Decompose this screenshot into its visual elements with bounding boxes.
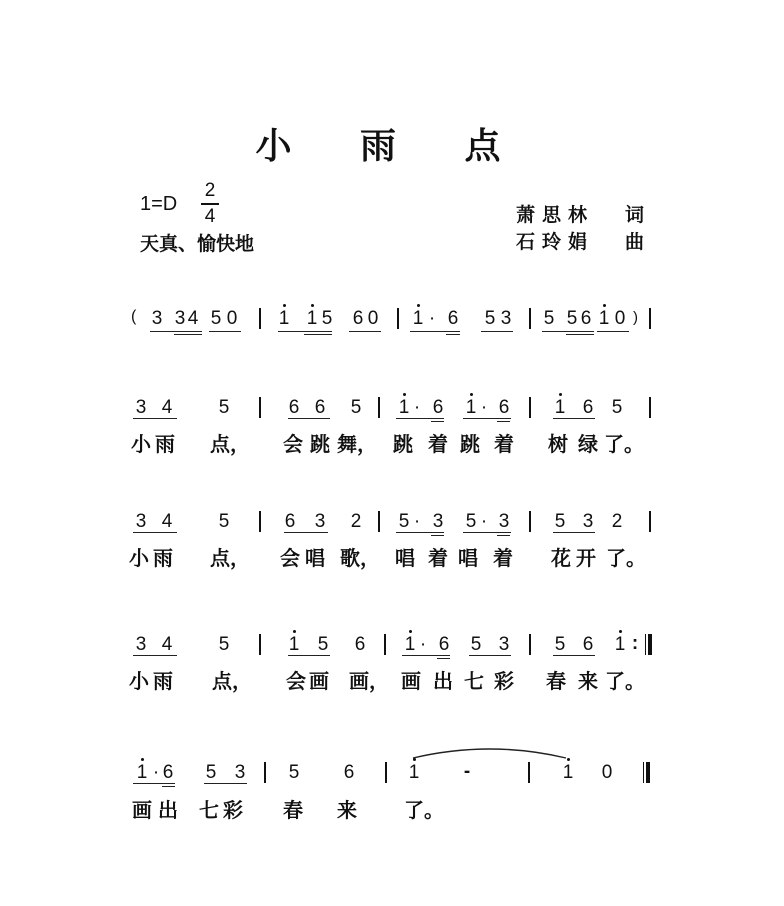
note: 5 xyxy=(218,634,230,655)
lyric: 七彩 xyxy=(199,798,247,822)
augmentation-dot: · xyxy=(413,397,421,418)
note: 6 xyxy=(582,397,594,418)
barline xyxy=(649,511,651,532)
note: 0 xyxy=(226,308,238,329)
beam xyxy=(469,655,511,656)
final-barline-thick xyxy=(646,762,650,783)
lyric: 唱 xyxy=(458,546,478,570)
barline xyxy=(529,308,531,329)
note: 6 xyxy=(284,511,296,532)
beam xyxy=(150,331,202,332)
lyricist-role: 词 xyxy=(625,204,652,226)
lyric: 小雨 xyxy=(129,546,177,570)
note: 2 xyxy=(611,511,623,532)
repeat-barline-thin xyxy=(645,634,646,655)
note: 5 xyxy=(205,762,217,783)
note: 5 xyxy=(218,511,230,532)
time-sig-bottom: 4 xyxy=(204,205,216,227)
note: 5 xyxy=(398,511,410,532)
lyric: 会 xyxy=(286,669,306,693)
note: 5 xyxy=(566,308,578,329)
beam xyxy=(133,655,177,656)
lyric: 唱 xyxy=(395,546,415,570)
lyric: 春 xyxy=(546,669,566,693)
lyric: 跳 xyxy=(393,432,413,456)
note: 0 xyxy=(601,762,613,783)
note: 5 xyxy=(317,634,329,655)
note: 1 xyxy=(136,762,148,783)
beam xyxy=(162,786,175,787)
beam xyxy=(463,532,511,533)
tempo-marking: 天真、愉快地 xyxy=(140,233,255,255)
beam xyxy=(349,331,381,332)
barline xyxy=(397,308,399,329)
lyric: 着 xyxy=(428,432,448,456)
barline xyxy=(529,634,531,655)
barline xyxy=(378,511,380,532)
lyricist-name: 萧思林 xyxy=(516,204,595,226)
beam xyxy=(497,535,510,536)
final-barline-thin xyxy=(643,762,644,783)
note: 6 xyxy=(580,308,592,329)
beam xyxy=(288,655,330,656)
composer-role: 曲 xyxy=(625,231,652,253)
beam xyxy=(133,418,177,419)
lyric: 七 xyxy=(464,669,484,693)
note: 5 xyxy=(465,511,477,532)
beam xyxy=(437,658,450,659)
lyric: 花 xyxy=(551,546,571,570)
dash-extension: - xyxy=(463,761,471,782)
lyric: 画出 xyxy=(132,798,184,822)
note: 5 xyxy=(554,511,566,532)
lyric: 点， xyxy=(210,432,250,456)
note: 5 xyxy=(554,634,566,655)
note: 4 xyxy=(161,511,173,532)
lyric: 着 xyxy=(493,546,513,570)
song-title: 小 雨 点 xyxy=(255,125,529,167)
note: 1 xyxy=(278,308,290,329)
lyric: 着 xyxy=(494,432,514,456)
augmentation-dot: · xyxy=(413,511,421,532)
beam xyxy=(284,532,328,533)
lyric: 来 xyxy=(337,798,357,822)
time-sig-top: 2 xyxy=(204,180,216,201)
close-paren: ) xyxy=(633,309,638,326)
note: 1 xyxy=(404,634,416,655)
note: 3 xyxy=(135,397,147,418)
barline xyxy=(649,308,651,329)
note: 0 xyxy=(614,308,626,329)
beam xyxy=(278,331,332,332)
augmentation-dot: · xyxy=(152,762,160,783)
composer-name: 石玲娟 xyxy=(516,231,595,253)
augmentation-dot: · xyxy=(480,511,488,532)
note: 5 xyxy=(484,308,496,329)
repeat-dots: : xyxy=(631,633,639,654)
lyric: 画 xyxy=(309,669,329,693)
lyric: 点， xyxy=(212,669,252,693)
lyric: 点， xyxy=(210,546,250,570)
open-paren: ( xyxy=(131,308,137,325)
lyric: 小雨 xyxy=(131,432,179,456)
augmentation-dot: · xyxy=(419,634,427,655)
note: 1 xyxy=(598,308,610,329)
note: 5 xyxy=(350,397,362,418)
beam xyxy=(566,334,594,335)
beam xyxy=(304,334,332,335)
lyric: 春 xyxy=(283,798,303,822)
note: 1 xyxy=(614,634,626,655)
note: 1 xyxy=(465,397,477,418)
lyric: 绿 xyxy=(578,432,598,456)
key-signature: 1=D xyxy=(140,193,178,215)
barline xyxy=(649,397,651,418)
note: 6 xyxy=(438,634,450,655)
beam xyxy=(133,532,177,533)
beam xyxy=(553,532,595,533)
lyric: 着 xyxy=(428,546,448,570)
beam xyxy=(204,783,247,784)
beam xyxy=(542,331,594,332)
lyric: 画， xyxy=(349,669,389,693)
lyric: 了。 xyxy=(605,669,645,693)
beam xyxy=(402,655,450,656)
beam xyxy=(410,331,460,332)
note: 0 xyxy=(367,308,379,329)
lyric: 会 xyxy=(280,546,300,570)
note: 3 xyxy=(498,511,510,532)
note: 1 xyxy=(398,397,410,418)
note: 3 xyxy=(500,308,512,329)
lyric: 唱 xyxy=(305,546,325,570)
fraction-line xyxy=(201,203,219,205)
note: 1 xyxy=(408,762,420,783)
note: 3 xyxy=(314,511,326,532)
note: 6 xyxy=(314,397,326,418)
barline xyxy=(259,397,261,418)
lyric: 了。 xyxy=(606,546,646,570)
barline xyxy=(264,762,266,783)
beam xyxy=(431,535,444,536)
note: 6 xyxy=(354,634,366,655)
note: 6 xyxy=(352,308,364,329)
lyric: 来 xyxy=(578,669,598,693)
beam xyxy=(481,331,513,332)
note: 3 xyxy=(151,308,163,329)
barline xyxy=(529,511,531,532)
lyric: 小雨 xyxy=(129,669,177,693)
note: 5 xyxy=(210,308,222,329)
beam xyxy=(431,421,444,422)
beam xyxy=(396,532,444,533)
beam xyxy=(209,331,241,332)
beam xyxy=(446,334,460,335)
beam xyxy=(396,418,444,419)
barline xyxy=(529,397,531,418)
lyric: 舞， xyxy=(337,432,377,456)
note: 5 xyxy=(611,397,623,418)
barline xyxy=(378,397,380,418)
note: 5 xyxy=(288,762,300,783)
tie-arc xyxy=(410,746,570,762)
note: 3 xyxy=(174,308,186,329)
note: 4 xyxy=(161,634,173,655)
barline xyxy=(384,634,386,655)
note: 3 xyxy=(135,511,147,532)
note: 3 xyxy=(234,762,246,783)
beam xyxy=(288,418,330,419)
repeat-barline-thick xyxy=(648,634,652,655)
lyric: 树 xyxy=(548,432,568,456)
beam xyxy=(597,331,629,332)
barline xyxy=(528,762,530,783)
augmentation-dot: · xyxy=(480,397,488,418)
note: 5 xyxy=(218,397,230,418)
lyric: 画 xyxy=(401,669,421,693)
note: 2 xyxy=(350,511,362,532)
note: 5 xyxy=(470,634,482,655)
note: 3 xyxy=(498,634,510,655)
lyric: 了。 xyxy=(404,798,444,822)
note: 1 xyxy=(306,308,318,329)
barline xyxy=(385,762,387,783)
note: 3 xyxy=(432,511,444,532)
note: 3 xyxy=(135,634,147,655)
lyric: 了。 xyxy=(604,432,644,456)
lyric: 跳 xyxy=(310,432,330,456)
augmentation-dot: · xyxy=(428,308,436,329)
note: 1 xyxy=(288,634,300,655)
note: 5 xyxy=(321,308,333,329)
beam xyxy=(133,783,175,784)
beam xyxy=(174,334,202,335)
lyric: 开 xyxy=(576,546,596,570)
note: 4 xyxy=(187,308,199,329)
note: 6 xyxy=(447,308,459,329)
note: 5 xyxy=(543,308,555,329)
note: 6 xyxy=(288,397,300,418)
lyric: 歌， xyxy=(340,546,380,570)
barline xyxy=(259,308,261,329)
note: 6 xyxy=(162,762,174,783)
note: 6 xyxy=(343,762,355,783)
barline xyxy=(259,634,261,655)
lyric: 出 xyxy=(433,669,453,693)
beam xyxy=(553,418,595,419)
beam xyxy=(553,655,595,656)
note: 1 xyxy=(412,308,424,329)
lyric: 会 xyxy=(283,432,303,456)
lyric: 彩 xyxy=(494,669,514,693)
note: 6 xyxy=(498,397,510,418)
note: 4 xyxy=(161,397,173,418)
barline xyxy=(259,511,261,532)
note: 3 xyxy=(582,511,594,532)
note: 6 xyxy=(432,397,444,418)
beam xyxy=(463,418,511,419)
note: 6 xyxy=(582,634,594,655)
note: 1 xyxy=(554,397,566,418)
beam xyxy=(497,421,510,422)
note: 1 xyxy=(562,762,574,783)
lyric: 跳 xyxy=(460,432,480,456)
time-signature xyxy=(201,180,219,228)
